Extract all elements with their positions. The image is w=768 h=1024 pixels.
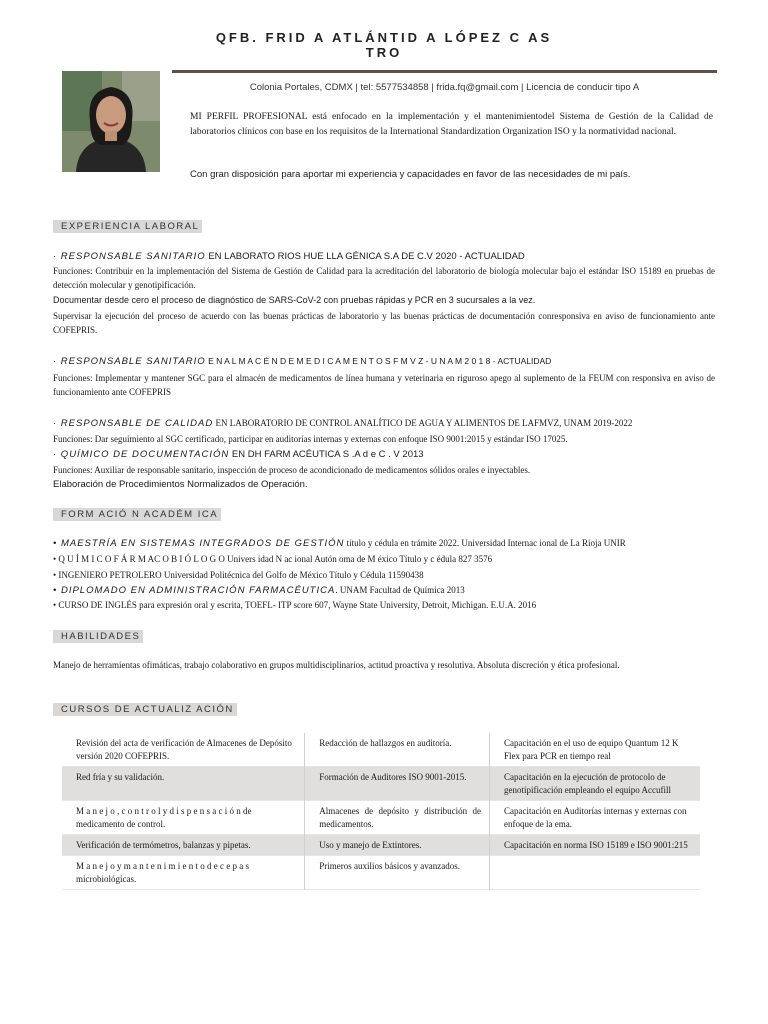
table-row — [62, 835, 700, 856]
table-row — [62, 767, 700, 801]
course-cell: Capacitación en la ejecución de protocolo de genotipificación empleando el equipo Accufill — [490, 767, 700, 801]
table-row — [62, 733, 700, 767]
profile-summary: MI PERFIL PROFESIONAL está enfocado en la implementación y el mantenimientodel Sistema de Gestión de la Calidad de laboratorios clínicos con base en los requisitos de la International Standardization Organization ISO y la normatividad nacional. — [190, 112, 713, 137]
table-row — [62, 801, 700, 835]
course-cell: Almacenes de depósito y distribución de medicamentos. — [305, 801, 490, 835]
section-skills: HABILIDADES — [53, 631, 143, 642]
profile-photo — [62, 71, 160, 172]
job-4-line-1: Funciones: Auxiliar de responsable sanitario, inspección de proceso de acondicionado de medicamentos sólidos orales e inyectables. — [53, 465, 531, 475]
portrait-icon — [62, 71, 160, 172]
education-item: • Q U Í M I C O F Á R M AC O B I Ó L O G O Univers idad N ac ional Autón oma de M éxico Título y c édula 827 3576 — [53, 554, 493, 564]
job-1-heading: · RESPONSABLE SANITARIO EN LABORATO RIOS HUE LLA GÉNICA S.A DE C.V 2020 - ACTUALIDAD — [53, 251, 525, 262]
table-row — [62, 856, 700, 890]
education-item: • MAESTRÍA EN SISTEMAS INTEGRADOS DE GESTIÓN título y cédula en trámite 2022. Universidad Internac ional de La Rioja UNIR — [53, 538, 626, 549]
course-cell: M a n e j o , c o n t r o l y d i s p e n s a c i ó n de medicamento de control. — [62, 801, 305, 835]
job-1-line-2: Documentar desde cero el proceso de diagnóstico de SARS-CoV-2 con pruebas rápidas y PCR en 3 sucursales a la vez. — [53, 295, 536, 305]
candidate-name: QFB. FRID A ATLÁNTID A LÓPEZ C AS TRO — [215, 30, 553, 60]
job-1-line-3: Supervisar la ejecución del proceso de acuerdo con las buenas prácticas de laboratorio y las buenas prácticas de documentación conresponsiva en aviso de funcionamiento ante COFEPRIS. — [53, 311, 715, 335]
education-item: • INGENIERO PETROLERO Universidad Politécnica del Golfo de México Título y Cédula 11590438 — [53, 570, 424, 580]
education-item: • DIPLOMADO EN ADMINISTRACIÓN FARMACÉUTICA. UNAM Facultad de Química 2013 — [53, 585, 465, 596]
job-1-line-1: Funciones: Contribuir en la implementación del Sistema de Gestión de Calidad para la acreditación del laboratorio de biología molecular bajo el estándar ISO 15189 en pruebas de detección molecular y genotipificación. — [53, 266, 715, 290]
course-cell — [490, 856, 700, 890]
course-cell: Redacción de hallazgos en auditoría. — [305, 733, 490, 767]
contact-info: Colonia Portales, CDMX | tel: 5577534858 | frida.fq@gmail.com | Licencia de conducir tipo A — [249, 82, 640, 93]
job-2-heading: · RESPONSABLE SANITARIO E N A L M A C É N D E M E D I C A M E N T O S F M V Z - U N A M 2 0 1 8 - ACTUALIDAD — [53, 356, 552, 367]
job-2-line-1: Funciones: Implementar y mantener SGC para el almacén de medicamentos de línea humana y veterinaria en riguroso apego al suplemento de la FEUM con responsiva en aviso de funcionamiento ante COFEPRIS — [53, 373, 715, 397]
section-experience: EXPERIENCIA LABORAL — [53, 221, 202, 232]
course-cell: Revisión del acta de verificación de Almacenes de Depósito versión 2020 COFEPRIS. — [62, 733, 305, 767]
job-4-line-2: Elaboración de Procedimientos Normalizados de Operación. — [53, 479, 308, 490]
profile-statement: Con gran disposición para aportar mi experiencia y capacidades en favor de las necesidades de mi país. — [190, 169, 631, 180]
course-cell: Capacitación en Auditorías internas y externas con enfoque de la ema. — [504, 806, 687, 829]
course-cell: M a n e j o y m a n t e n i m i e n t o d e c e p a s microbiológicas. — [62, 856, 305, 890]
course-cell: Red fría y su validación. — [62, 767, 305, 801]
section-education: FORM ACIÓ N ACADÉM ICA — [53, 509, 221, 520]
section-courses: CURSOS DE ACTUALIZ ACIÓN — [53, 704, 237, 715]
course-cell: Capacitación en el uso de equipo Quantum 12 K Flex para PCR en tiempo real — [504, 738, 679, 761]
education-item: • CURSO DE INGLÉS para expresión oral y escrita, TOEFL- ITP score 607, Wayne State University, Detroit, Michigan. E.U.A. 2016 — [53, 600, 537, 610]
header-divider — [172, 70, 717, 73]
course-cell: Formación de Auditores ISO 9001-2015. — [305, 767, 490, 801]
course-cell: Capacitación en norma ISO 15189 e ISO 9001:215 — [490, 835, 700, 856]
job-4-heading: · QUÍMICO DE DOCUMENTACIÓN EN DH FARM ACÉUTICA S .A d e C . V 2013 — [53, 449, 424, 460]
course-cell: Uso y manejo de Extintores. — [305, 835, 490, 856]
skills-text: Manejo de herramientas ofimáticas, trabajo colaborativo en grupos multidisciplinarios, actitud proactiva y resolutiva. Absoluta discreción y ética profesional. — [53, 660, 620, 670]
job-3-line-1: Funciones: Dar seguimiento al SGC certificado, participar en auditorías internas y externas con enfoque ISO 9001:2015 y estándar ISO 17025. — [53, 434, 568, 444]
job-3-heading: · RESPONSABLE DE CALIDAD EN LABORATORIO DE CONTROL ANALÍTICO DE AGUA Y ALIMENTOS DE LAFMVZ, UNAM 2019-2022 — [53, 418, 633, 429]
courses-table — [62, 733, 700, 890]
course-cell: Verificación de termómetros, balanzas y pipetas. — [62, 835, 305, 856]
course-cell: Primeros auxilios básicos y avanzados. — [305, 856, 490, 890]
